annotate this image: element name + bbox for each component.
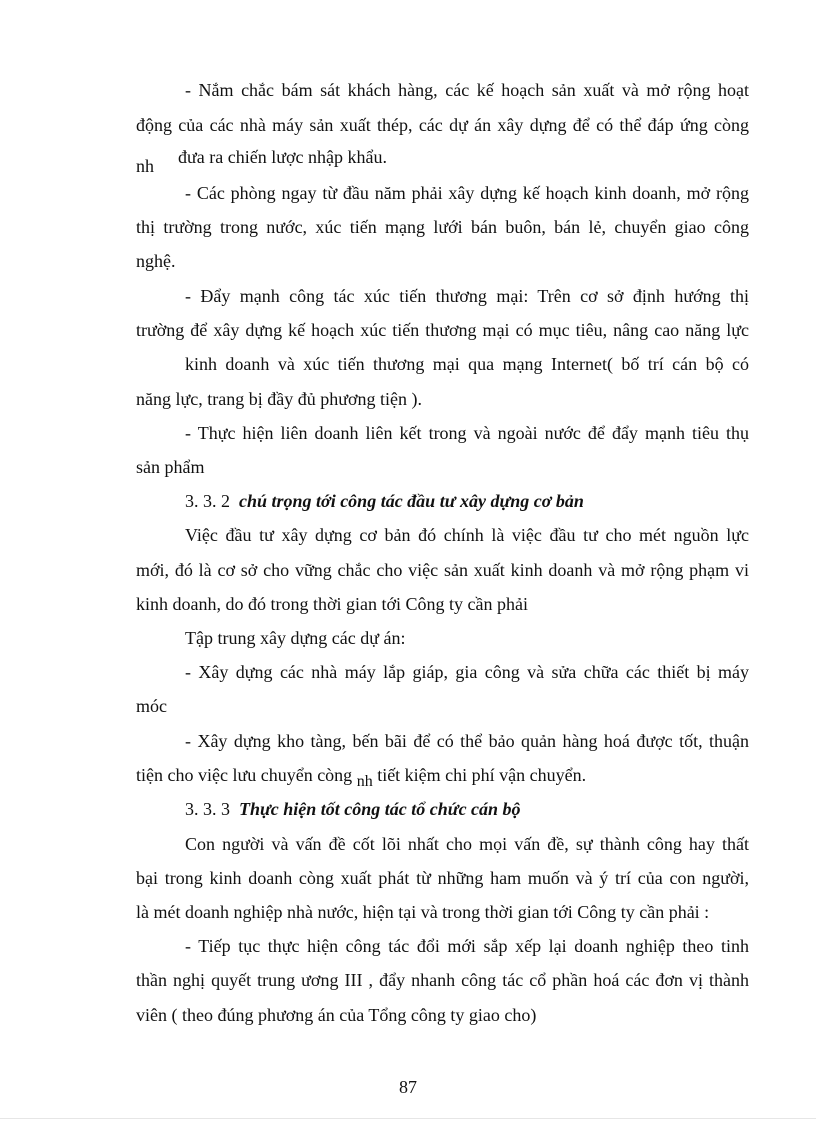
paragraph-line: sản phẩm — [136, 457, 205, 477]
paragraph-line: - Thực hiện liên doanh liên kết trong và ngoài nước để đẩy mạnh tiêu thụ — [185, 423, 749, 443]
section-title: Thực hiện tốt công tác tổ chức cán bộ — [239, 799, 521, 819]
paragraph-line: Việc đầu tư xây dựng cơ bản đó chính là việc đầu tư cho mét nguồn lực — [185, 525, 749, 545]
paragraph-line: - Nắm chắc bám sát khách hàng, các kế hoạch sản xuất và mở rộng hoạt — [185, 80, 749, 100]
page-number: 87 — [399, 1077, 417, 1097]
paragraph-line: - Xây dựng các nhà máy lắp giáp, gia công và sửa chữa các thiết bị máy — [185, 662, 749, 682]
line-part: tiết kiệm chi phí vận chuyển. — [377, 765, 587, 785]
paragraph-line: - Tiếp tục thực hiện công tác đổi mới sắp xếp lại doanh nghiệp theo tinh — [185, 936, 749, 956]
paragraph-line: mới, đó là cơ sở cho vững chắc cho việc sản xuất kinh doanh và mở rộng phạm vi — [136, 560, 749, 580]
paragraph-line: thị trường trong nước, xúc tiến mạng lưới bán buôn, bán lẻ, chuyển giao công — [136, 217, 749, 237]
paragraph-line: - Xây dựng kho tàng, bến bãi để có thể bảo quản hàng hoá được tốt, thuận — [185, 731, 749, 751]
fragment-text: nh — [356, 773, 373, 790]
section-title: chú trọng tới công tác đầu tư xây dựng cơ bản — [239, 491, 584, 511]
section-heading-3-3-3 — [185, 798, 521, 820]
paragraph-line: đưa ra chiến lược nhập khẩu. — [178, 147, 387, 167]
paragraph-line: trường để xây dựng kế hoạch xúc tiến thương mại có mục tiêu, nâng cao năng lực — [136, 320, 749, 340]
paragraph-line: là mét doanh nghiệp nhà nước, hiện tại và trong thời gian tới Công ty cần phải : — [136, 902, 710, 922]
paragraph-line: thần nghị quyết trung ương III , đẩy nhanh công tác cổ phần hoá các đơn vị thành — [136, 970, 749, 990]
paragraph-line: - Các phòng ngay từ đầu năm phải xây dựng kế hoạch kinh doanh, mở rộng — [185, 183, 749, 203]
page-bottom-rule — [0, 1118, 816, 1119]
paragraph-line: - Đẩy mạnh công tác xúc tiến thương mại: Trên cơ sở định hướng thị — [185, 286, 749, 306]
paragraph-line: Con người và vấn đề cốt lõi nhất cho mọi vấn đề, sự thành công hay thất — [185, 834, 749, 854]
paragraph-line: động của các nhà máy sản xuất thép, các dự án xây dựng để có thể đáp ứng còng — [136, 115, 749, 135]
paragraph-line: bại trong kinh doanh còng xuất phát từ những ham muốn và ý trí của con người, — [136, 868, 749, 888]
paragraph-line: kinh doanh và xúc tiến thương mại qua mạng Internet( bố trí cán bộ có — [185, 354, 749, 374]
paragraph-line: viên ( theo đúng phương án của Tổng công ty giao cho) — [136, 1005, 537, 1025]
section-number: 3. 3. 2 — [185, 491, 230, 511]
line-part: tiện cho việc lưu chuyển còng — [136, 765, 353, 785]
section-number: 3. 3. 3 — [185, 799, 230, 819]
paragraph-line: năng lực, trang bị đầy đủ phương tiện ). — [136, 389, 422, 409]
paragraph-line: móc — [136, 696, 167, 716]
paragraph-line: kinh doanh, do đó trong thời gian tới Công ty cần phải — [136, 594, 528, 614]
paragraph-line — [136, 764, 586, 788]
paragraph-line: nghệ. — [136, 251, 176, 271]
section-heading-3-3-2 — [185, 490, 584, 512]
paragraph-line: Tập trung xây dựng các dự án: — [185, 628, 406, 648]
fragment-text: nh — [136, 156, 154, 176]
paragraph-line — [136, 150, 154, 176]
